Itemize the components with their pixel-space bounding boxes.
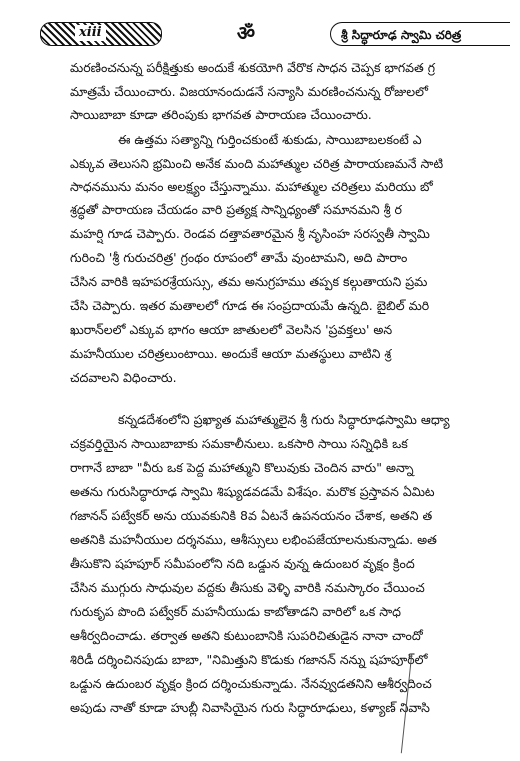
text-line: గజానన్ పట్వేకర్ అను యువకునికి 8వ ఏటనే ఉపనయనం చేశాక, అతని త (70, 508, 433, 523)
text-line: తీసుకొని షహపూర్ సమీపంలోని నది ఒడ్డున వున్న ఉదుంబర వృక్షం క్రింద (70, 556, 415, 571)
text-line: శిరిడీ దర్శించినపుడు బాబా, "నిమిత్తుని కొడుకు గజానన్ నన్ను షహపూర్‌లో (70, 652, 428, 667)
text-line: ఒడ్డున ఉదుంబర వృక్షం క్రింద దర్శించుకున్నాడు. నేనవ్వుడతనిని ఆశీర్వదించ (70, 676, 432, 691)
text-line: చక్రవర్తియైన సాయిబాబాకు సమకాలీనులు. ఒకసారి సాయి సన్నిధికి ఒక (70, 436, 408, 451)
running-title: శ్రీ సిద్ధారూఢ స్వామి చరిత్ర (330, 22, 510, 46)
text-line: గురించి 'శ్రీ గురుచరిత్ర' గ్రంథం రూపంలో తామే వుంటామని, అది పారాం (70, 250, 408, 265)
om-ornament-icon: ॐ (236, 21, 256, 45)
text-line: సాయిబాబా కూడా తరింపుకు భాగవత పారాయణ చేయించారు. (70, 107, 372, 122)
text-line: అతను గురుసిద్ధారూఢ స్వామి శిష్యుడవడమే విశేషం. మరొక ప్రస్తావన ఏమిట (70, 484, 435, 499)
text-line: శ్రద్ధతో పారాయణ చేయడం వారి ప్రత్యక్ష సాన్నిధ్యంతో సమానమని శ్రీ ర (70, 202, 402, 217)
text-line: కన్నడదేశంలోని ప్రఖ్యాత మహాత్ములైన శ్రీ గురు సిద్ధారూఢస్వామి ఆధ్యా (118, 412, 450, 427)
text-line: మాత్రమే చేయించారు. విజయానందుడనే సన్యాసి మరణించనున్న రోజులలో (70, 84, 428, 99)
page-number: xiii (75, 25, 106, 41)
text-line: ఆశీర్వదించాడు. తర్వాత అతని కుటుంబానికి సుపరిచితుడైన నానా చాందో (70, 628, 423, 643)
text-line: చేసిన వారికి ఇహపరశ్రేయస్సు, తమ అనుగ్రహము తప్పక కల్గుతాయని ప్రమ (70, 274, 428, 289)
text-line: మహర్షి గూడ చెప్పారు. రెండవ దత్తావతారమైన శ్రీ నృసింహ సరస్వతీ స్వామి (70, 226, 430, 241)
text-line: ఖురాన్‌లలో ఎక్కువ భాగం ఆయా జాతులలో వెలసిన 'ప్రవక్తలు' అన (70, 322, 393, 337)
text-line: ఎక్కువ తెలుసని భ్రమించి అనేక మంది మహాత్ముల చరిత్ర పారాయణమనే సాటి (70, 156, 444, 171)
text-line: మరణించనున్న పరీక్షిత్తుకు అందుకే శుకయోగి వేరొక సాధన చెప్పక భాగవత గ్ర (70, 60, 436, 75)
text-line: చేసిన ముగ్గురు సాధువుల వద్దకు తీసుకు వెళ్ళి వారికి నమస్కారం చేయించ (70, 580, 425, 595)
text-line: మహనీయుల చరిత్రలుంటాయి. అందుకే ఆయా మతస్థులు వాటిని శ్ర (70, 346, 392, 361)
text-line: చదవాలని విధించారు. (70, 370, 177, 385)
text-line: ఈ ఉత్తమ సత్యాన్ని గుర్తించకుంటే శుకుడు, సాయిబాబలకంటే ఎ (118, 132, 422, 147)
text-line: అతనికి మహనీయుల దర్శనము, ఆశీస్సులు లభింపజేయాలనుకున్నాడు. అత (70, 532, 437, 547)
text-line: చేసి చెప్పారు. ఇతర మతాలలో గూడ ఈ సంప్రదాయమే ఉన్నది. బైబిల్ మరి (70, 298, 430, 313)
text-line: సాధనమును మనం అలక్ష్యం చేస్తున్నాము. మహాత్ముల చరిత్రలు మరియు బో (70, 179, 433, 194)
text-line: రాగానే బాబా "వీరు ఒక పెద్ద మహాత్ముని కొలువుకు చెందిన వారు" అన్నా (70, 460, 414, 475)
text-line: అపుడు నాతో కూడా హుబ్లీ నివాసియైన గురు సిద్ధారూఢులు, కళ్యాణ్ నివాసి (70, 700, 430, 715)
text-line: గురుకృప పొంది పట్వేకర్ మహనీయుడు కాబోతాడని వారిలో ఒక సాధ (70, 604, 401, 619)
